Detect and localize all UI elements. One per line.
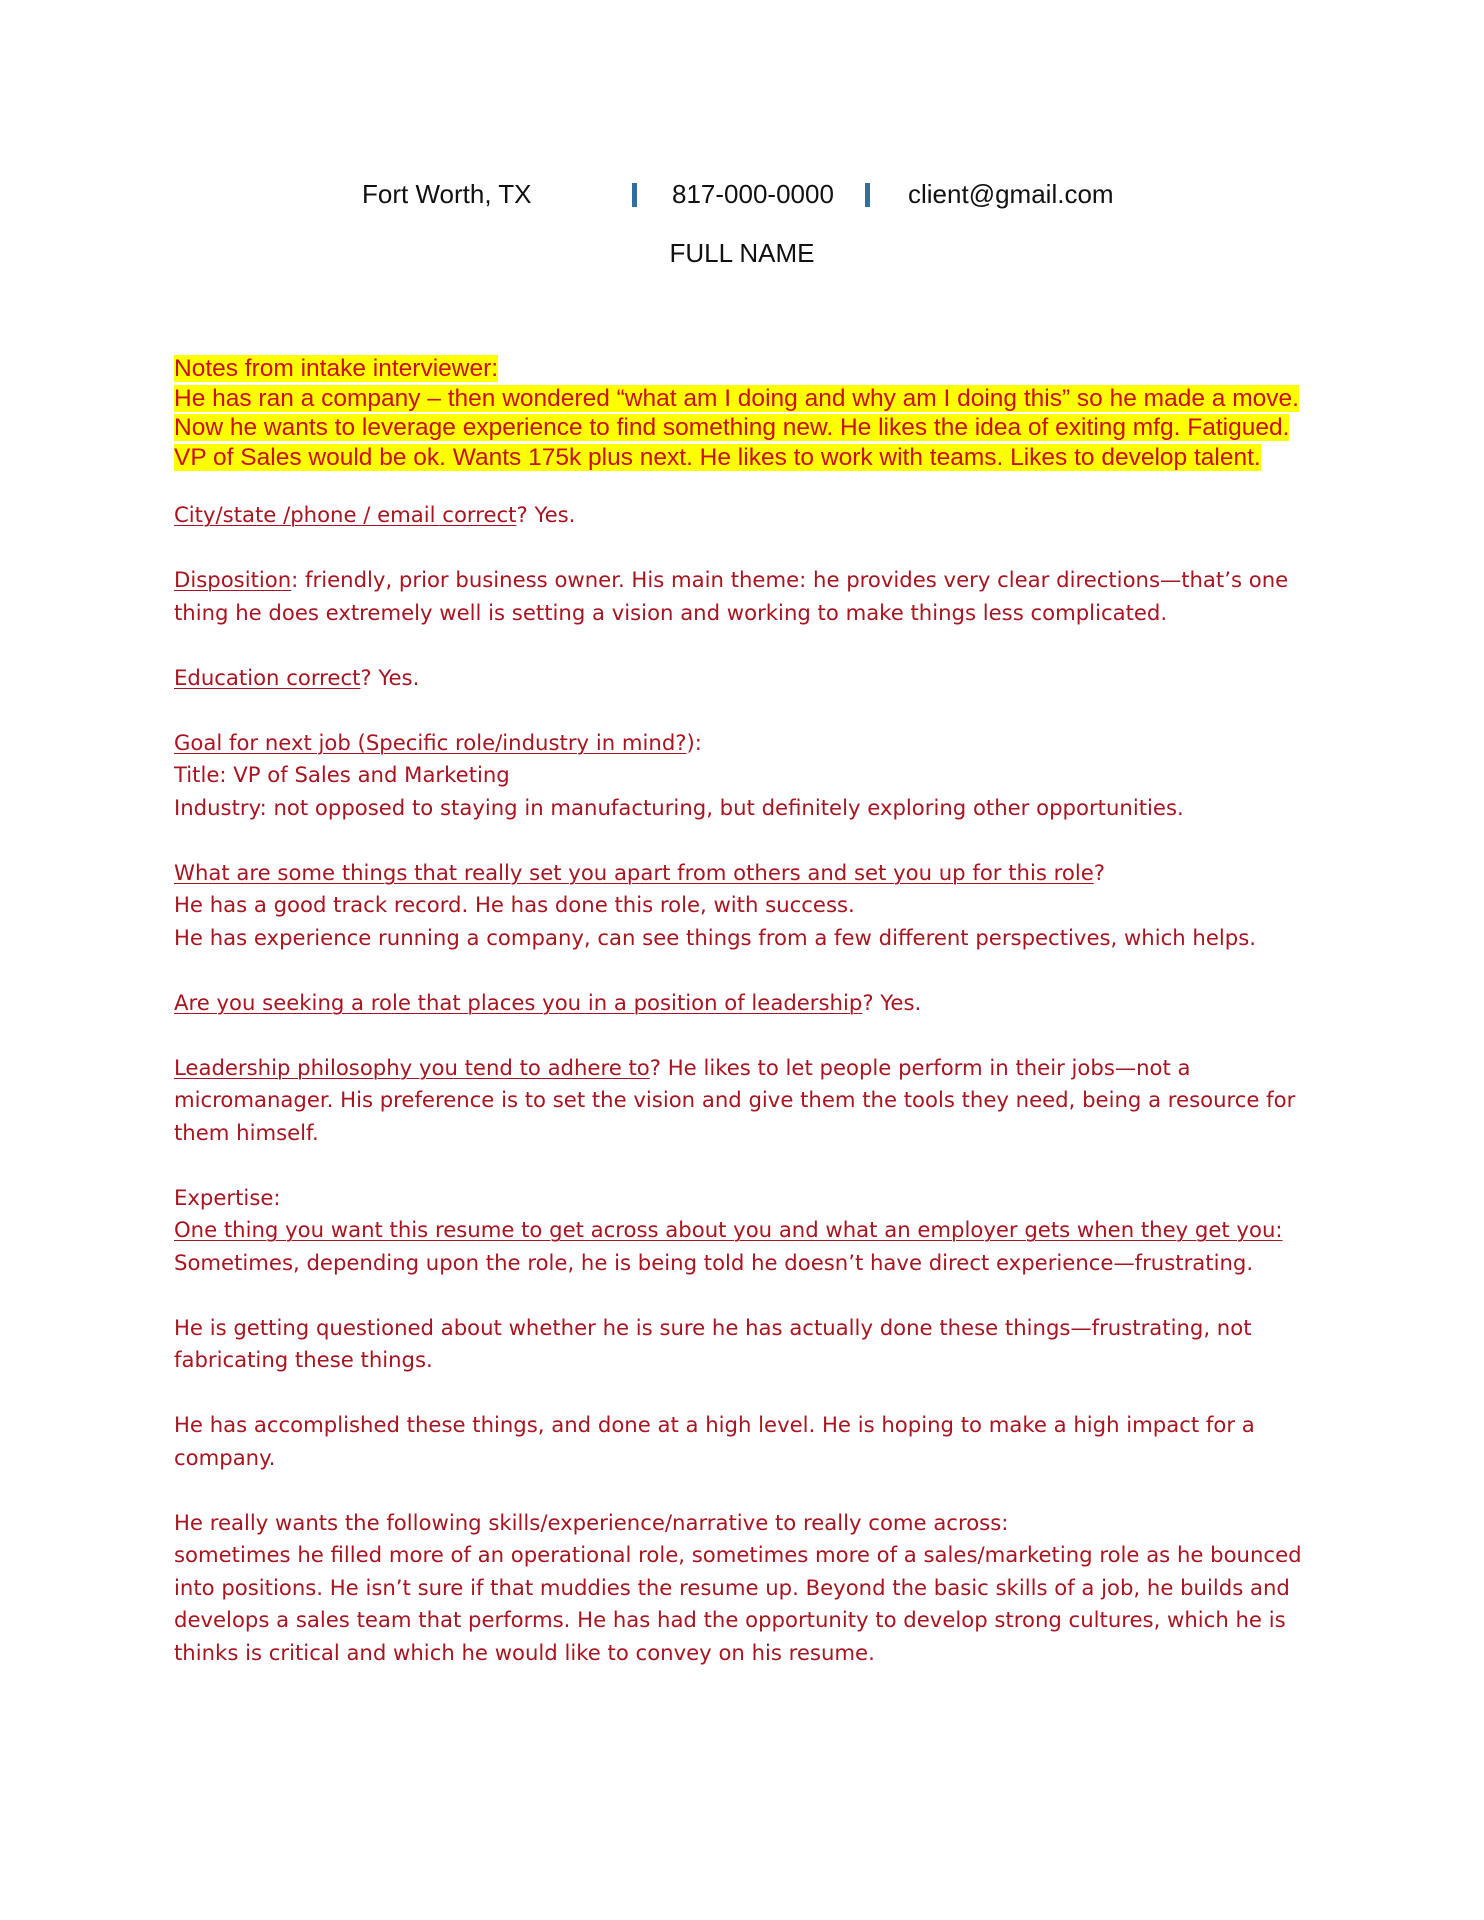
question: What are some things that really set you apart from others and set you up for this role [174,859,1094,885]
apart-line-1: He has a good track record. He has done this role, with success. [174,892,855,917]
interview-answers [174,499,1314,1669]
email: client@gmail.com [908,179,1114,209]
education-check [174,662,1314,695]
question: Leadership philosophy you tend to adhere to [174,1054,650,1080]
question: Goal for next job (Specific role/industry in mind? [174,729,687,755]
expertise-paragraph-1: Sometimes, depending upon the role, he is being told he doesn’t have direct experience—frustrating. [174,1249,1254,1275]
full-name: FULL NAME [669,238,815,268]
leadership-role [174,987,1314,1020]
location: Fort Worth, TX [362,179,532,209]
expertise-question [174,1214,1314,1247]
question: One thing you want this resume to get across about you and what an employer gets when they get you: [174,1217,1283,1242]
answer: ? Yes. [862,989,922,1015]
notes-text: He has ran a company – then wondered “what am I doing and why am I doing this” so he made a move. Now he wants to leverage experience to find something new. He likes the idea of exiting mfg. Fatigued. VP of Sales would be ok. Wants 175k plus next. He likes to work with teams. Likes to develop talent. [174,384,1299,471]
leadership-philosophy [174,1052,1314,1150]
answer: ): [686,729,702,755]
expertise-paragraph-2: He is getting questioned about whether he is sure he has actually done these things—frustrating, not fabricating these things. [174,1314,1252,1372]
contact-check [174,499,1314,532]
narrative-text: sometimes he filled more of an operational role, sometimes more of a sales/marketing role as he bounced into positions. He isn’t sure if that muddies the resume up. Beyond the basic skills of a job, he builds and develops a sales team that performs. He has had the opportunity to develop strong cultures, which he is thinks is critical and which he would like to convey on his resume. [174,1542,1302,1665]
apart-line-2: He has experience running a company, can see things from a few different perspectives, which helps. [174,924,1257,950]
answer: ? He likes to let people perform in their jobs—not a micromanager. His preference is to set the vision and give them the tools they need, being a resource for them himself. [174,1054,1296,1145]
contact-header [0,175,1484,215]
goal-title: Title: VP of Sales and Marketing [174,762,510,787]
answer: ? Yes. [360,664,420,690]
goal-question [174,727,1314,760]
phone: 817-000-0000 [672,179,834,209]
answer: : friendly, prior business owner. His main theme: he provides very clear directions—that’s one thing he does extremely well is setting a vision and working to make things less complicated. [174,567,1289,625]
question: Are you seeking a role that places you in a position of leadership [174,989,863,1015]
goal-industry: Industry: not opposed to staying in manufacturing, but definitely exploring other opportunities. [174,794,1184,820]
expertise-paragraph-3: He has accomplished these things, and done at a high level. He is hoping to make a high impact for a company. [174,1412,1255,1470]
question: Disposition [174,567,292,592]
separator-bar [632,183,637,207]
intake-notes [174,354,1314,472]
answer: ? [1093,859,1106,885]
notes-title: Notes from intake interviewer: [174,355,499,382]
apart-question [174,857,1314,890]
question: Education correct [174,664,361,690]
expertise-label: Expertise: [174,1184,281,1210]
document-body [174,354,1314,1669]
question: City/state /phone / email correct [174,502,517,527]
separator-bar [865,183,870,207]
answer: ? Yes. [516,502,576,527]
narrative-intro: He really wants the following skills/experience/narrative to really come across: [174,1509,1009,1535]
disposition [174,564,1314,629]
